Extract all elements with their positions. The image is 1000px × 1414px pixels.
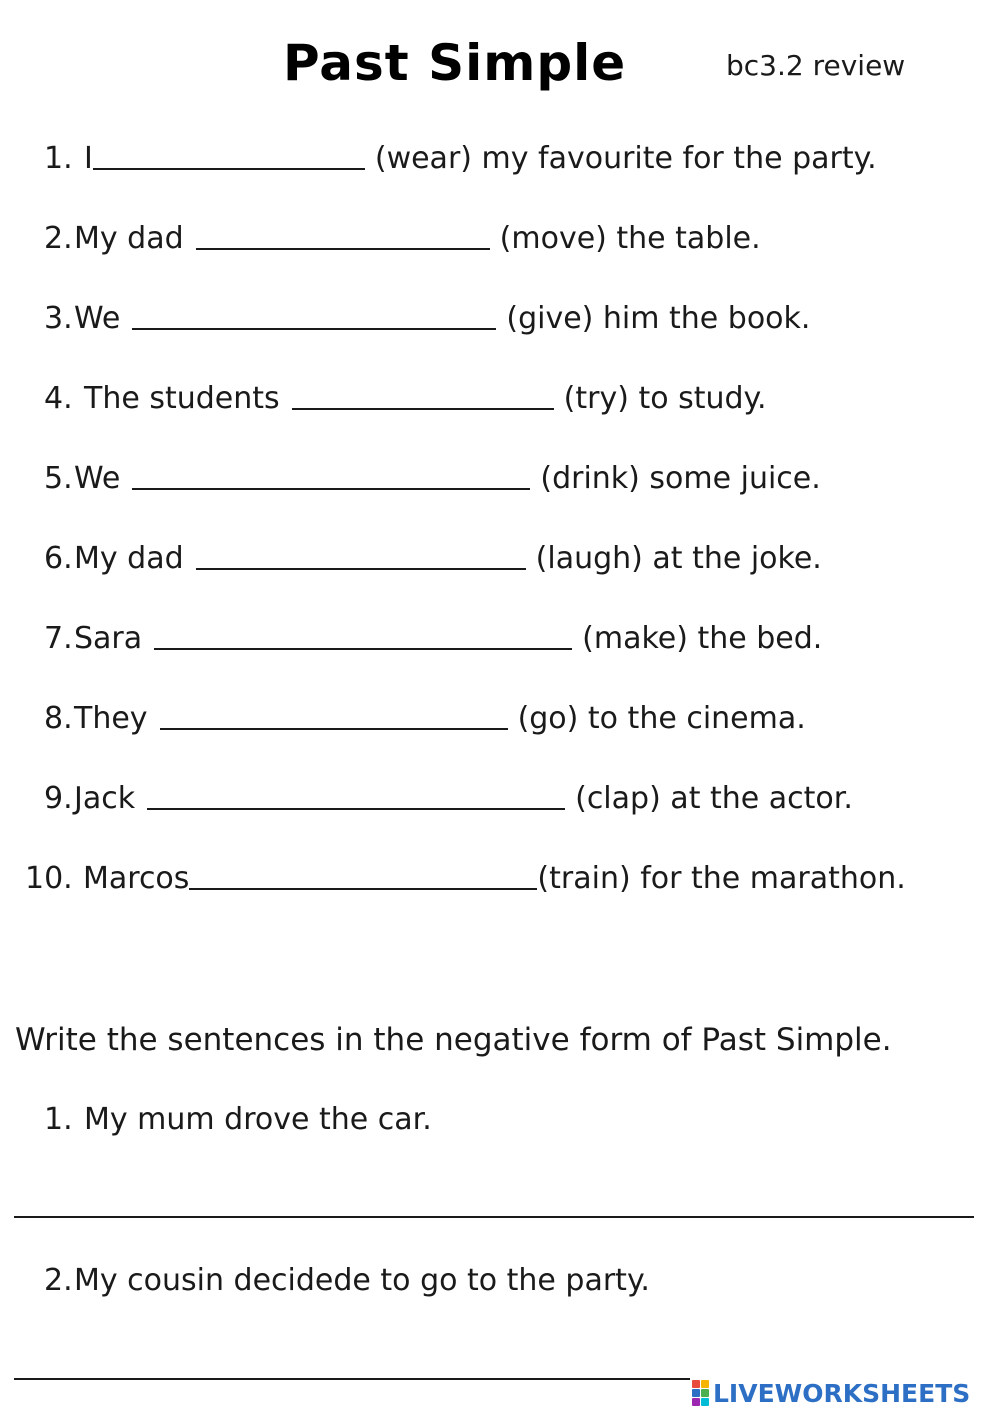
item-rest: (give) him the book. <box>506 301 811 336</box>
item-sentence: My mum drove the car. <box>84 1102 432 1137</box>
item-subject: Marcos <box>83 861 190 896</box>
item-rest: (clap) at the actor. <box>575 781 853 816</box>
item-subject: They <box>74 701 148 736</box>
item-subject: Jack <box>74 781 136 816</box>
item-rest: (wear) my favourite for the party. <box>374 141 877 176</box>
item-rest: (go) to the cinema. <box>517 701 806 736</box>
item-subject: We <box>74 301 121 336</box>
item-number: 2. <box>44 221 73 256</box>
page-title: Past Simple <box>283 34 627 92</box>
item-subject: We <box>74 461 121 496</box>
answer-blank[interactable] <box>292 382 554 410</box>
liveworksheets-logo-icon <box>692 1380 709 1406</box>
item-number: 1. <box>44 1102 73 1137</box>
item-number: 4. <box>44 381 73 416</box>
item-number: 2. <box>44 1263 73 1298</box>
answer-blank[interactable] <box>160 702 508 730</box>
item-rest: (train) for the marathon. <box>537 861 906 896</box>
exercise-item <box>44 540 822 574</box>
exercise-item <box>44 300 810 334</box>
item-subject: My dad <box>74 541 184 576</box>
answer-blank[interactable] <box>154 622 572 650</box>
item-subject: Sara <box>74 621 143 656</box>
item-number: 9. <box>44 781 73 816</box>
page-subtitle: bc3.2 review <box>726 49 906 82</box>
item-number: 8. <box>44 701 73 736</box>
answer-blank[interactable] <box>147 782 565 810</box>
answer-blank[interactable] <box>196 542 526 570</box>
answer-blank[interactable] <box>196 222 490 250</box>
exercise-item <box>44 140 877 174</box>
item-subject: I <box>84 141 93 176</box>
item-rest: (try) to study. <box>563 381 767 416</box>
exercise-item <box>44 460 821 494</box>
item-number: 7. <box>44 621 73 656</box>
answer-line[interactable] <box>14 1378 690 1380</box>
item-rest: (move) the table. <box>499 221 761 256</box>
exercise-item <box>44 700 806 734</box>
exercise-instruction: Write the sentences in the negative form of Past Simple. <box>15 1022 892 1058</box>
item-number: 10. <box>25 861 73 896</box>
item-sentence: My cousin decidede to go to the party. <box>74 1263 650 1298</box>
exercise-item <box>44 780 853 814</box>
answer-blank[interactable] <box>132 302 496 330</box>
item-number: 6. <box>44 541 73 576</box>
item-rest: (make) the bed. <box>582 621 823 656</box>
negative-item <box>44 1102 432 1137</box>
item-subject: My dad <box>74 221 184 256</box>
answer-line[interactable] <box>14 1216 974 1218</box>
answer-blank[interactable] <box>93 142 365 170</box>
exercise-item <box>44 380 767 414</box>
item-number: 1. <box>44 141 73 176</box>
item-subject: The students <box>84 381 280 416</box>
logo-text: LIVEWORKSHEETS <box>713 1378 971 1408</box>
liveworksheets-logo <box>692 1378 970 1408</box>
exercise-item <box>44 620 822 654</box>
exercise-item <box>44 220 761 254</box>
item-number: 5. <box>44 461 73 496</box>
negative-item <box>44 1263 650 1298</box>
item-number: 3. <box>44 301 73 336</box>
answer-blank[interactable] <box>189 862 537 890</box>
answer-blank[interactable] <box>132 462 530 490</box>
item-rest: (laugh) at the joke. <box>535 541 822 576</box>
item-rest: (drink) some juice. <box>540 461 821 496</box>
exercise-item <box>25 860 906 894</box>
